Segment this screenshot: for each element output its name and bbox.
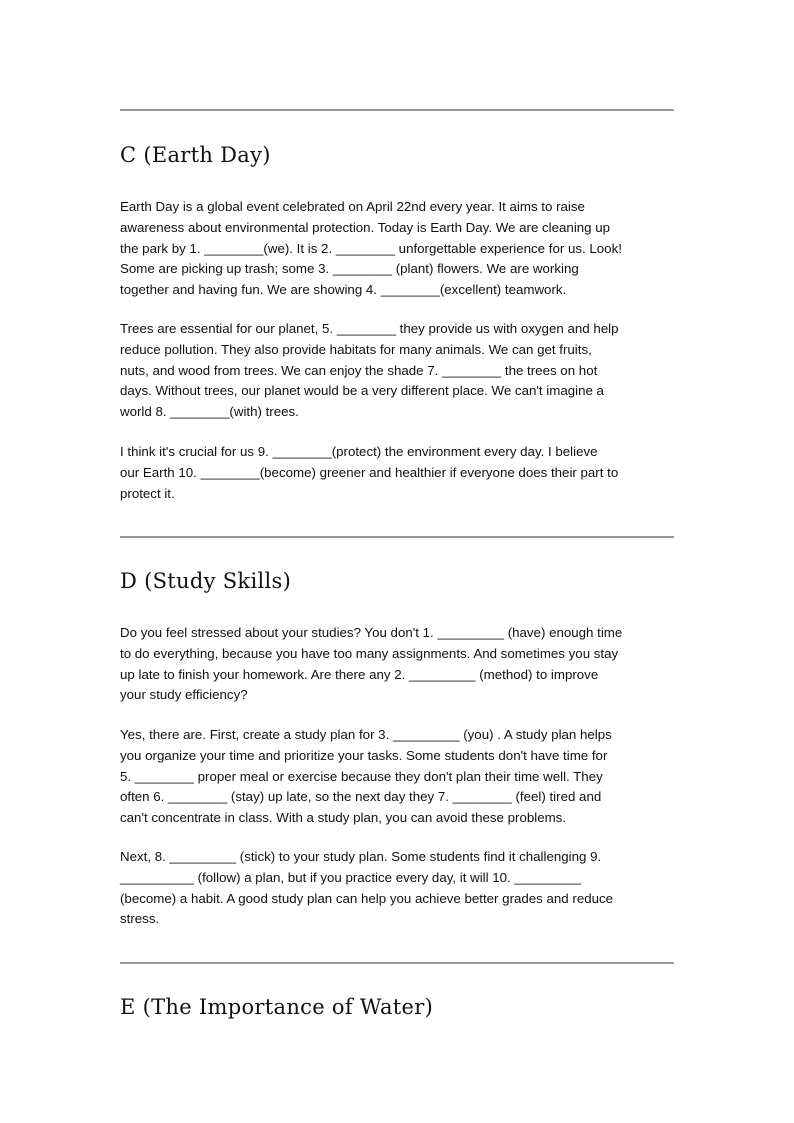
section-e-title: E (The Importance of Water) [120,995,434,1019]
text-line: protect it. [120,485,175,501]
text-line: Earth Day is a global event celebrated on April 22nd every year. It aims to raise [120,199,585,214]
section-d-paragraph-2 [120,725,674,829]
section-c-paragraph-3 [120,442,674,504]
text-line: nuts, and wood from trees. We can enjoy the shade 7. ________ the trees on hot [120,362,598,378]
text-line: world 8. ________(with) trees. [120,404,299,420]
text-line: together and having fun. We are showing 4. ________(excellent) teamwork. [120,282,567,298]
text-line: Yes, there are. First, create a study plan for 3. _________ (you) . A study plan helps [120,727,612,742]
section-d-paragraph-1 [120,623,674,706]
divider-d [120,536,674,538]
section-d-title: D (Study Skills) [120,569,292,593]
section-c-title: C (Earth Day) [120,143,271,167]
section-c-paragraph-2 [120,319,674,423]
text-line: awareness about environmental protection. Today is Earth Day. We are cleaning up [120,219,611,235]
text-line: __________ (follow) a plan, but if you practice every day, it will 10. _________ [120,869,582,885]
text-line: reduce pollution. They also provide habitats for many animals. We can get fruits, [120,341,592,357]
divider-c [120,109,674,111]
text-line: I think it's crucial for us 9. ________(protect) the environment every day. I believe [120,444,598,459]
text-line: Trees are essential for our planet, 5. ________ they provide us with oxygen and help [120,321,619,336]
text-line: our Earth 10. ________(become) greener and healthier if everyone does their part to [120,464,619,480]
text-line: to do everything, because you have too many assignments. And sometimes you stay [120,645,619,661]
text-line: days. Without trees, our planet would be a very different place. We can't imagine a [120,383,604,399]
text-line: 5. ________ proper meal or exercise because they don't plan their time well. They [120,768,603,784]
text-line: Some are picking up trash; some 3. ________ (plant) flowers. We are working [120,261,579,277]
section-c-paragraph-1 [120,197,674,301]
text-line: your study efficiency? [120,687,248,703]
text-line: stress. [120,911,160,927]
text-line: often 6. ________ (stay) up late, so the next day they 7. ________ (feel) tired and [120,789,602,805]
text-line: (become) a habit. A good study plan can help you achieve better grades and reduce [120,890,614,906]
text-line: can't concentrate in class. With a study plan, you can avoid these problems. [120,810,567,826]
text-line: up late to finish your homework. Are there any 2. _________ (method) to improve [120,666,599,682]
divider-e [120,962,674,964]
text-line: the park by 1. ________(we). It is 2. ________ unforgettable experience for us. Look! [120,240,622,256]
section-d-paragraph-3 [120,847,674,930]
text-line: Do you feel stressed about your studies? You don't 1. _________ (have) enough time [120,625,623,640]
text-line: you organize your time and prioritize your tasks. Some students don't have time for [120,747,608,763]
text-line: Next, 8. _________ (stick) to your study plan. Some students find it challenging 9. [120,849,602,864]
